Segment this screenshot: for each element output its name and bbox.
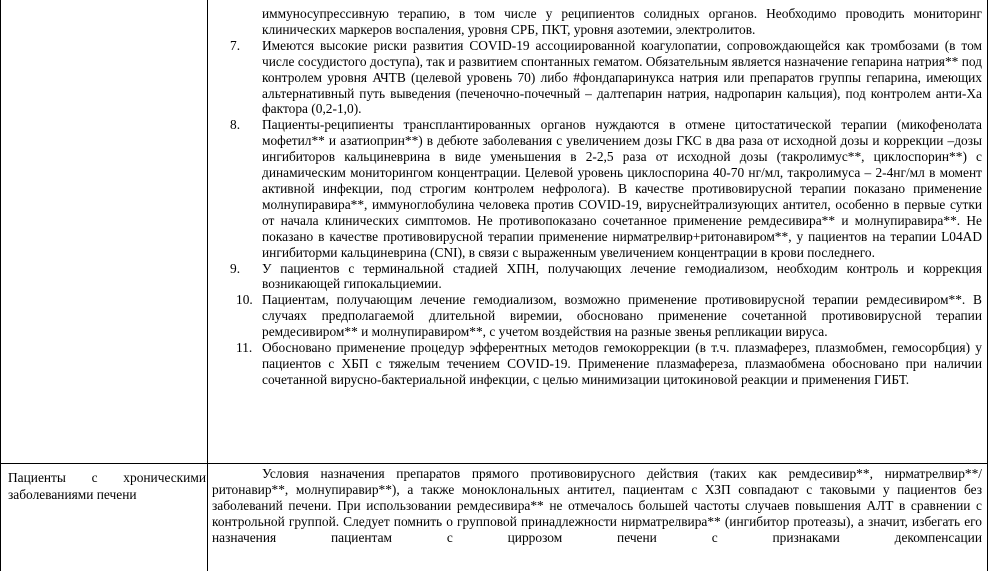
- list-item-text: У пациентов с терминальной стадией ХПН, получающих лечение гемодиализом, необходим контроль и коррекция возникающей гипокальциемии.: [262, 260, 982, 292]
- list-item-text: Обосновано применение процедур эфферентных методов гемокоррекции (в т.ч. плазмаферез, плазмобмен, гемосорбция) у пациентов с ХБП с тяжелым течением COVID-19. Применение плазмафереза, плазмаобмена обосновано при наличии сочетанной вирусно-бактериальной инфекции, с целью минимизации цитокиновой реакции и применения ГИБТ.: [262, 340, 982, 387]
- table-column-divider: [207, 0, 208, 571]
- list-item-number: 7.: [230, 37, 241, 53]
- list-item-number: 11.: [236, 340, 253, 356]
- list-item-number: 10.: [236, 292, 253, 308]
- row2-label-cell: Пациенты с хроническими заболеваниями печени: [8, 470, 206, 502]
- row2-content-cell: [212, 466, 982, 546]
- list-item-10: [212, 292, 982, 340]
- list-item-text: Пациентам, получающим лечение гемодиализом, возможно применение противовирусной терапии ремдесивиром**. В случаях предполагаемой длительной виремии, обосновано применение сочетанной противовирусной терапии ремдесивиром** и молнупиравиром**, с учетом воздействия на разные звенья репликации вируса.: [262, 292, 982, 340]
- list-item-text: Имеются высокие риски развития COVID-19 ассоциированной коагулопатии, сопровождающейся как тромбозами (в том числе сосудистого доступа), так и развитием спонтанных гематом. Обязательным является назначение гепарина натрия** под контролем уровня АЧТВ (целевой уровень 70) либо #фондапаринукса натрия или препаратов группы гепарина, имеющих альтернативный путь выведения (печеночно-почечный – далтепарин натрия, надропарин кальция), под контролем анти-Xa фактора (0,2-1,0).: [262, 37, 982, 117]
- table-row-divider: [0, 463, 988, 464]
- list-item-11: [212, 340, 982, 388]
- list-item-text: Пациенты-реципиенты трансплантированных органов нуждаются в отмене цитостатической терапии (микофенолата мофетил** и азатиоприн**) в дебюте заболевания с увеличением дозы ГКС в два раза от исходной дозы и коррекции –дозы ингибиторов кальциневрина в виде уменьшения в 2-2,5 раза от исходной дозы (такролимус**, циклоспорин**) с динамическим мониторингом концентрации. Целевой уровень циклоспорина 40-70 нг/мл, такролимуса – 2-4нг/мл в момент активной инфекции, под строгим контролем нефролога). В качестве противовирусной терапии показано применение молнупиравира**, иммуноглобулина человека против COVID-19, вируснейтрализующих антител, особенно в первые сутки от начала клинических симптомов. Не противопоказано сочетанное применение ремдесивира** и молнупиравира**. Не показано в качестве противовирусной терапии применение нирматрелвир+ритонавиром**, у пациентов на терапии L04AD ингибиторми кальциневрина (CNI), в связи с выраженным увеличением концентрации в крови последнего.: [262, 117, 982, 260]
- row1-content-cell: [212, 6, 982, 388]
- row2-paragraph: Условия назначения препаратов прямого противовирусного действия (таких как ремдесивир**, нирматрелвир**/ритонавир**, молнупиравир**), а также моноклональных антител, пациентам с ХЗП совпадают с таковыми у пациентов без заболеваний печени. При использовании ремдесивира** не отмечалось большей частоты случаев повышения АЛТ в сравнении с контрольной группой. Следует помнить о групповой принадлежности нирматрелвира** (ингибитор протеазы), а значит, избегать его назначения пациентам с циррозом печени с признаками декомпенсации: [212, 466, 982, 545]
- table-border-left: [0, 0, 1, 571]
- list-item-number: 9.: [230, 260, 241, 276]
- table-border-right: [987, 0, 988, 571]
- list-item-8: [212, 117, 982, 260]
- list-item-7: [212, 38, 982, 118]
- list-item-9: [212, 261, 982, 293]
- list-item-number: 8.: [230, 117, 241, 133]
- row1-continuation: иммуносупрессивную терапию, в том числе у реципиентов солидных органов. Необходимо проводить мониторинг клинических маркеров воспаления, уровня СРБ, ПКТ, уровня азотемии, электролитов.: [262, 6, 982, 37]
